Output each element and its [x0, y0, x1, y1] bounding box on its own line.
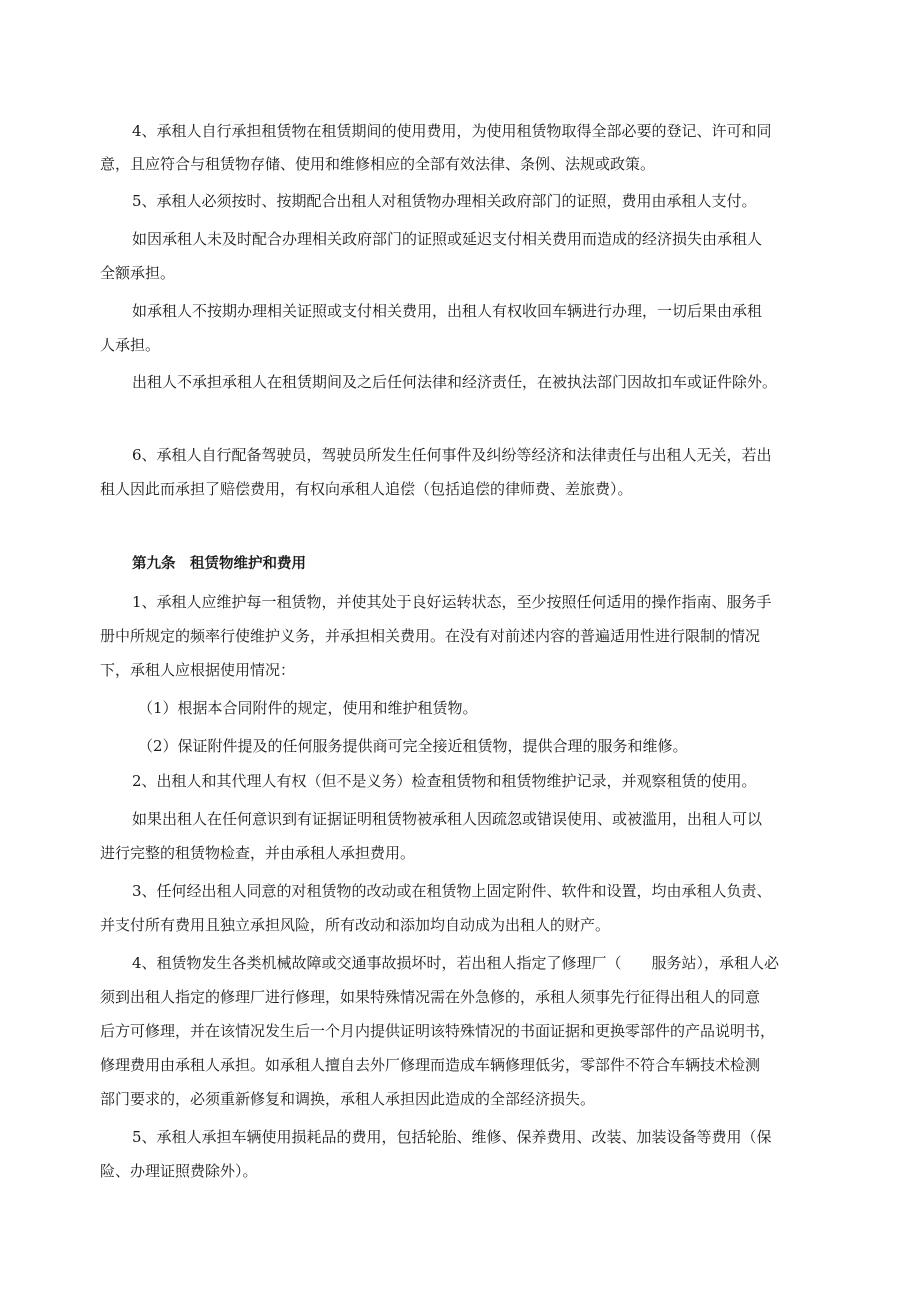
clause9-heading: 第九条 租赁物维护和费用	[132, 556, 306, 572]
clause9-item4-line3: 后方可修理，并在该情况发生后一个月内提供证明该特殊情况的书面证据和更换零部件的产品说明书，	[100, 1022, 776, 1040]
clause9-item4-line4: 修理费用由承租人承担。如承租人擅自去外厂修理而造成车辆修理低劣，零部件不符合车辆技术检测	[100, 1056, 761, 1074]
clause9-item1-line3: 下，承租人应根据使用情况：	[100, 661, 296, 679]
clause8-item4-line2: 意，且应符合与租赁物存储、使用和维修相应的全部有效法律、条例、法规或政策。	[100, 155, 656, 173]
clause8-recall-line2: 人承担。	[100, 336, 161, 354]
clause8-item5-line1: 5、承租人必须按时、按期配合出租人对租赁物办理相关政府部门的证照，费用由承租人支付。	[132, 192, 757, 210]
clause9-item5-line1: 5、承租人承担车辆使用损耗品的费用，包括轮胎、维修、保养费用、改装、加装设备等费用（保	[132, 1128, 772, 1146]
clause9-sub2: （2）保证附件提及的任何服务提供商可完全接近租赁物，提供合理的服务和维修。	[138, 737, 688, 755]
clause9-inspect-line1: 如果出租人在任何意识到有证据证明租赁物被承租人因疏忽或错误使用、或被滥用，出租人可以	[132, 810, 763, 828]
clause9-item3-line1: 3、任何经出租人同意的对租赁物的改动或在租赁物上固定附件、软件和设置，均由承租人负责、	[132, 882, 772, 900]
clause8-liability-line1: 出租人不承担承租人在租赁期间及之后任何法律和经济责任，在被执法部门因故扣车或证件除外。	[132, 373, 778, 391]
clause8-recall-line1: 如承租人不按期办理相关证照或支付相关费用，出租人有权收回车辆进行办理，一切后果由承租	[132, 302, 763, 320]
clause8-item6-line2: 租人因此而承担了赔偿费用，有权向承租人追偿（包括追偿的律师费、差旅费）。	[100, 480, 633, 498]
clause9-item5-line2: 险、办理证照费除外）。	[100, 1162, 258, 1180]
clause9-sub1: （1）根据本合同附件的规定，使用和维护租赁物。	[138, 699, 478, 717]
clause9-item3-line2: 并支付所有费用且独立承担风险，所有改动和添加均自动成为出租人的财产。	[100, 916, 611, 934]
clause9-item1-line1: 1、承租人应维护每一租赁物，并使其处于良好运转状态，至少按照任何适用的操作指南、服务手	[132, 593, 772, 611]
clause8-item4-line1: 4、承租人自行承担租赁物在租赁期间的使用费用，为使用租赁物取得全部必要的登记、许可和同	[132, 122, 772, 140]
clause8-item6-line1: 6、承租人自行配备驾驶员，驾驶员所发生任何事件及纠纷等经济和法律责任与出租人无关，若出	[132, 446, 772, 464]
clause8-delay-line2: 全额承担。	[100, 264, 176, 282]
clause9-item4-line1: 4、租赁物发生各类机械故障或交通事故损坏时，若出租人指定了修理厂（ 服务站），承租人必	[132, 954, 780, 972]
clause9-item4-line5: 部门要求的，必须重新修复和调换，承租人承担因此造成的全部经济损失。	[100, 1090, 596, 1108]
clause8-delay-line1: 如因承租人未及时配合办理相关政府部门的证照或延迟支付相关费用而造成的经济损失由承租人	[132, 230, 763, 248]
clause9-item4-line2: 须到出租人指定的修理厂进行修理，如果特殊情况需在外急修的，承租人须事先行征得出租人的同意	[100, 988, 761, 1006]
clause9-item1-line2: 册中所规定的频率行使维护义务，并承担相关费用。在没有对前述内容的普遍适用性进行限制的情况	[100, 627, 761, 645]
clause9-inspect-line2: 进行完整的租赁物检查，并由承租人承担费用。	[100, 844, 416, 862]
clause9-item2-line1: 2、出租人和其代理人有权（但不是义务）检查租赁物和租赁物维护记录，并观察租赁的使用。	[132, 772, 757, 790]
